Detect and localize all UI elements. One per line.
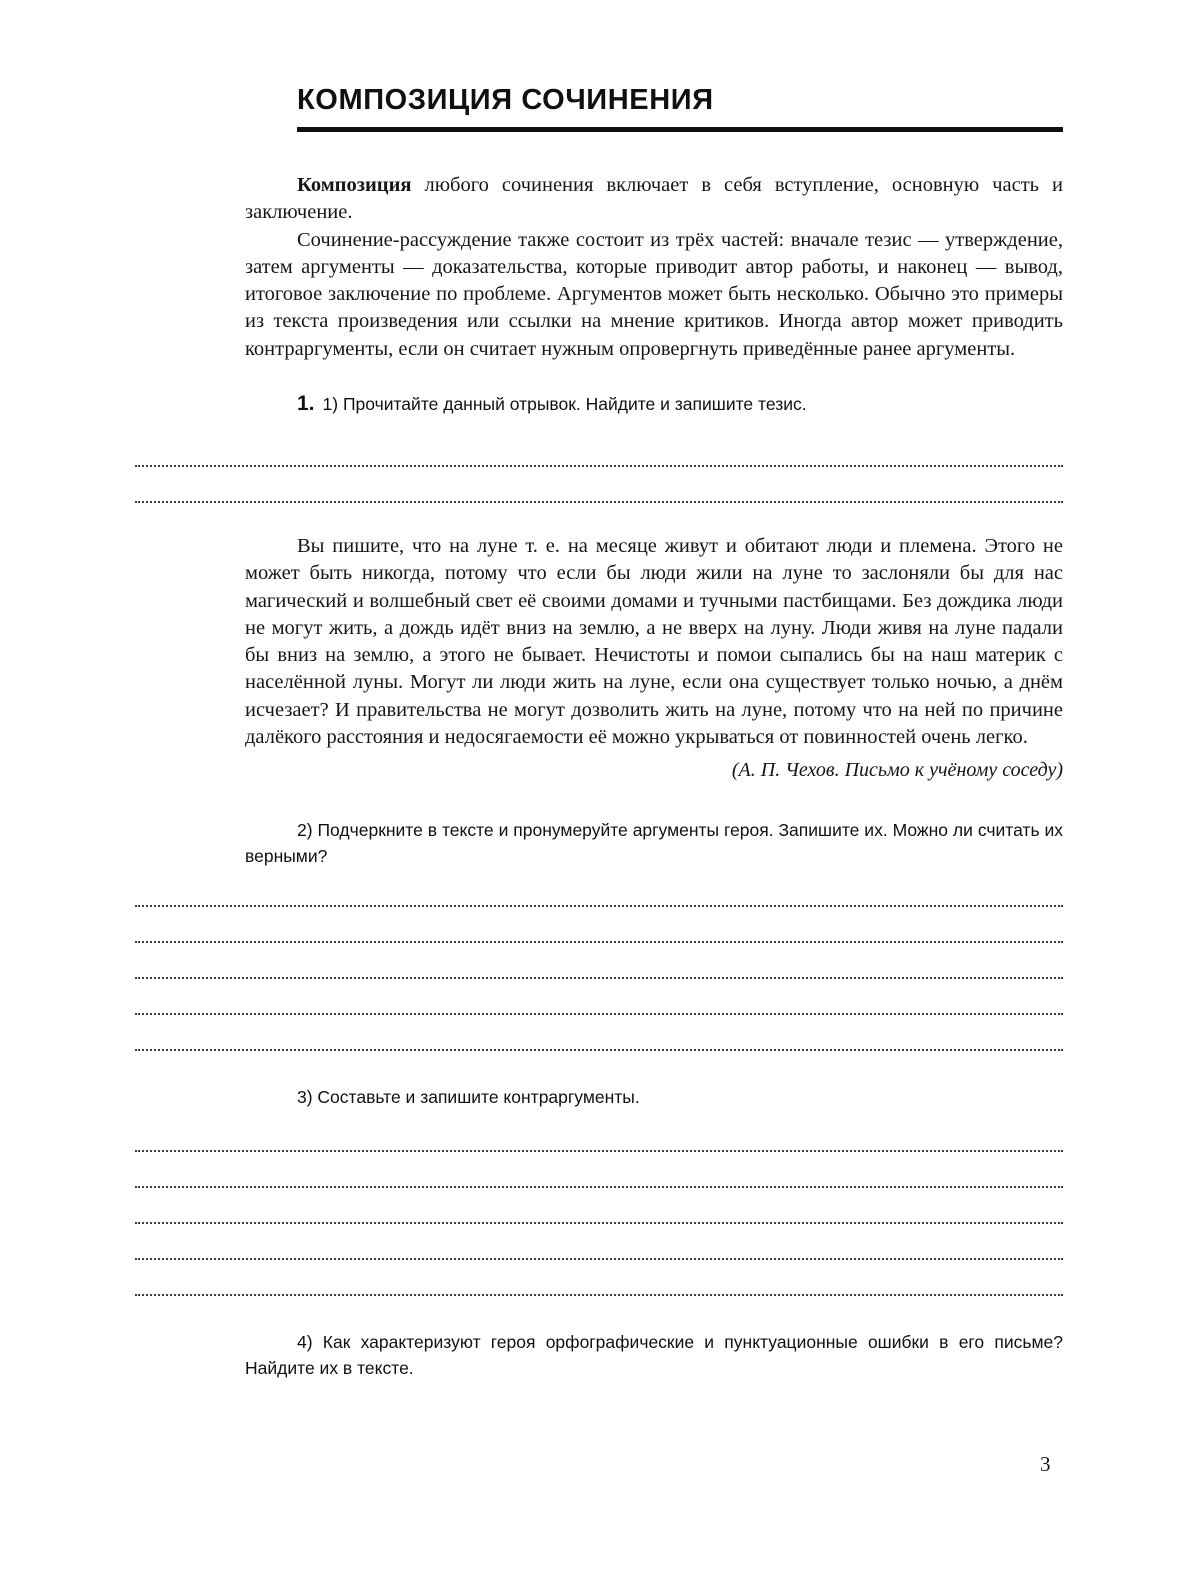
- answer-lines-task-1: [135, 431, 1063, 503]
- exercise-number: 1.: [297, 391, 315, 415]
- intro-lead-word: Композиция: [297, 174, 412, 196]
- answer-line: [135, 979, 1063, 1015]
- page-title: КОМПОЗИЦИЯ СОЧИНЕНИЯ: [297, 84, 714, 116]
- intro-paragraph-2: Сочинение-рассуждение также состоит из трёх частей: вначале тезис — утверждение, затем аргументы — доказательства, которые приводит автор работы, и наконец — вывод, итоговое заключение по проблеме. Аргументов может быть несколько. Обычно это примеры из текста произведения или ссылки на мнение критиков. Иногда автор может приводить контраргументы, если он считает нужным опровергнуть приведённые ранее аргументы.: [245, 228, 1063, 360]
- answer-line: [135, 1260, 1063, 1296]
- task-3: 3) Составьте и запишите контраргументы.: [297, 1086, 640, 1107]
- quote-text: Вы пишите, что на луне т. е. на месяце живут и обитают люди и племена. Этого не может быть никогда, потому что если бы люди жили на луне то заслоняли бы для нас магический и волшебный свет её своими домами и тучными пастбищами. Без дождика люди не могут жить, а дождь идёт вниз на землю, а не вверх на луну. Люди живя на луне падали бы вниз на землю, а этого не бывает. Нечистоты и помои сыпались бы на наш материк с населённой луны. Могут ли люди жить на луне, если она существует только ночью, а днём исчезает? И правительства не могут дозволить жить на луне, потому что на ней по причине далёкого расстояния и недосягаемости её можно укрываться от повинностей очень легко.: [245, 535, 1063, 748]
- task-1: [245, 389, 1063, 419]
- answer-lines-task-3: [135, 1116, 1063, 1296]
- answer-line: [135, 1015, 1063, 1051]
- answer-line: [135, 1116, 1063, 1152]
- answer-line: [135, 1152, 1063, 1188]
- quote-attribution: (А. П. Чехов. Письмо к учёному соседу): [731, 759, 1063, 782]
- answer-line: [135, 467, 1063, 503]
- task-4: 4) Как характеризуют героя орфографические и пунктуационные ошибки в его письме? Найдите их в тексте.: [245, 1332, 1063, 1378]
- title-rule: [297, 127, 1063, 132]
- intro-paragraph-1-text: любого сочинения включает в себя вступление, основную часть и заключение.: [245, 174, 1063, 224]
- answer-line: [135, 1188, 1063, 1224]
- task-2: 2) Подчеркните в тексте и пронумеруйте аргументы героя. Запишите их. Можно ли считать их верными?: [245, 820, 1063, 866]
- intro-paragraph-1: [245, 172, 1063, 227]
- answer-lines-task-2: [135, 871, 1063, 1051]
- answer-line: [135, 943, 1063, 979]
- answer-line: [135, 1224, 1063, 1260]
- page-content: [245, 0, 1063, 1381]
- task-1-text: 1) Прочитайте данный отрывок. Найдите и запишите тезис.: [322, 393, 807, 414]
- page-number: 3: [1040, 1452, 1051, 1476]
- answer-line: [135, 871, 1063, 907]
- answer-line: [135, 907, 1063, 943]
- answer-line: [135, 431, 1063, 467]
